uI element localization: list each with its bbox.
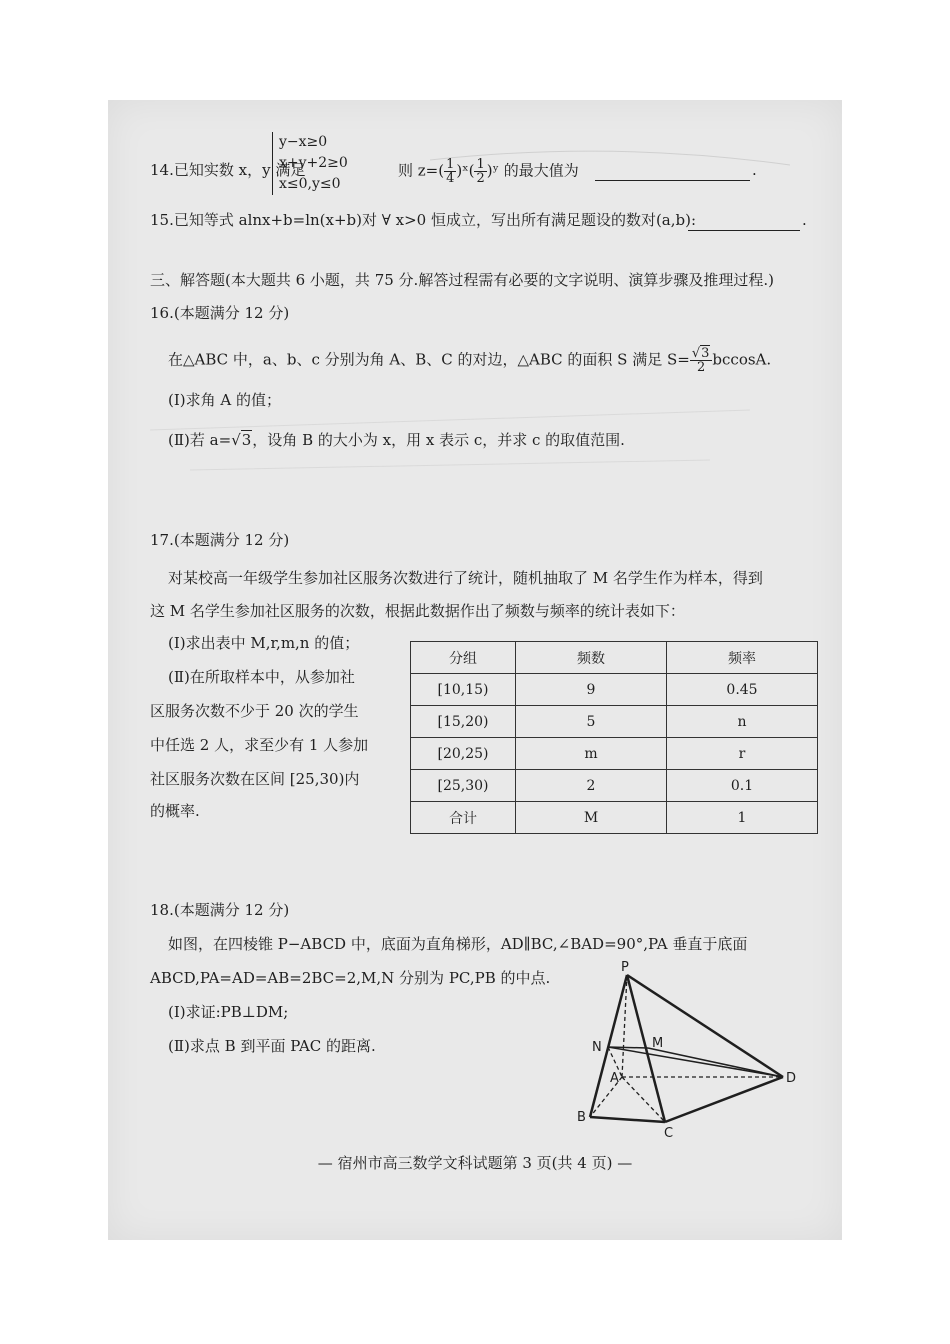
segment-ND: [608, 1047, 783, 1077]
q16-fraction: $\frac{√3}{2}$: [690, 347, 713, 374]
table-header-row: [411, 642, 818, 674]
q18-part-1: (Ⅰ)求证:PB⊥DM;: [168, 1003, 289, 1021]
table-header: 频数: [516, 642, 667, 674]
table-row: [411, 770, 818, 802]
q17-part-2-line: 中任选 2 人，求至少有 1 人参加: [150, 736, 369, 754]
table-cell: 9: [516, 674, 667, 706]
table-cell: 2: [516, 770, 667, 802]
q14-constraint: x≤0,y≤0: [279, 176, 341, 192]
table-cell: [20,25): [411, 738, 516, 770]
q18-part-2: (Ⅱ)求点 B 到平面 PAC 的距离.: [168, 1037, 376, 1055]
vertex-label-P: P: [621, 960, 629, 975]
table-cell: 1: [667, 802, 818, 834]
q16-heading: 16.(本题满分 12 分): [150, 304, 290, 322]
table-cell: M: [516, 802, 667, 834]
q18-line-1: 如图，在四棱锥 P−ABCD 中，底面为直角梯形，AD∥BC,∠BAD=90°,PA 垂直于底面: [168, 935, 748, 953]
q14-constraint: y−x≥0: [279, 134, 328, 150]
vertex-label-D: D: [786, 1071, 797, 1086]
table-cell: [25,30): [411, 770, 516, 802]
vertex-label-C: C: [664, 1126, 674, 1140]
table-header: 频率: [667, 642, 818, 674]
table-row: [411, 674, 818, 706]
q15-answer-blank[interactable]: [688, 216, 800, 231]
table-cell: 合计: [411, 802, 516, 834]
q14-fraction-2: $\frac{1}{2}$: [476, 157, 485, 186]
q18-line-2: ABCD,PA=AD=AB=2BC=2,M,N 分别为 PC,PB 的中点.: [150, 969, 551, 987]
table-cell: [10,15): [411, 674, 516, 706]
q14-fraction-1: $\frac{1}{4}$: [446, 157, 455, 186]
q16-part-1: (Ⅰ)求角 A 的值；: [168, 391, 281, 409]
q17-line-1: 对某校高一年级学生参加社区服务次数进行了统计，随机抽取了 M 名学生作为样本，得到: [168, 569, 763, 587]
q17-part-2-line: (Ⅱ)在所取样本中，从参加社: [168, 668, 355, 686]
vertex-label-N: N: [592, 1040, 602, 1055]
q14-suffix: )ʸ 的最大值为: [486, 161, 579, 180]
vertex-label-M: M: [652, 1036, 664, 1051]
q18-heading: 18.(本题满分 12 分): [150, 901, 290, 919]
table-cell: 5: [516, 706, 667, 738]
q15-text: 15.已知等式 alnx+b=ln(x+b)对 ∀ x>0 恒成立，写出所有满足题设的数对(a,b):: [150, 211, 697, 229]
q14-constraint-system: [272, 132, 348, 195]
q17-part-2-line: 的概率.: [150, 802, 200, 820]
q17-line-2: 这 M 名学生参加社区服务的次数，根据此数据作出了频数与频率的统计表如下：: [150, 602, 685, 620]
q15-period: .: [802, 211, 807, 229]
q17-part-1: (Ⅰ)求出表中 M,r,m,n 的值；: [168, 634, 360, 652]
q16-stem: 在△ABC 中，a、b、c 分别为角 A、B、C 的对边，△ABC 的面积 S 满足 S= $\frac{√3}{2}$ bccosA.: [168, 346, 772, 375]
table-cell: 0.45: [667, 674, 818, 706]
q14-period: .: [752, 161, 757, 179]
vertex-label-B: B: [577, 1110, 586, 1125]
table-cell: r: [667, 738, 818, 770]
table-cell: m: [516, 738, 667, 770]
q14-constraint: x+y+2≥0: [279, 155, 348, 171]
frequency-table: [410, 641, 818, 834]
vertex-label-A: A: [610, 1071, 619, 1086]
q17-part-2-line: 区服务次数不少于 20 次的学生: [150, 702, 359, 720]
q14-mid: )ˣ(: [456, 161, 475, 180]
pyramid-figure: [560, 955, 820, 1140]
table-row: [411, 706, 818, 738]
page-footer: — 宿州市高三数学文科试题第 3 页(共 4 页) —: [317, 1154, 633, 1172]
table-cell: [15,20): [411, 706, 516, 738]
q17-part-2-line: 社区服务次数在区间 [25,30)内: [150, 770, 360, 788]
q17-heading: 17.(本题满分 12 分): [150, 531, 290, 549]
table-header: 分组: [411, 642, 516, 674]
segment-NM: [608, 1047, 648, 1048]
q14-expression: [398, 158, 579, 185]
edge-CD: [665, 1077, 783, 1122]
q14-answer-blank[interactable]: [595, 166, 750, 181]
q14-prefix: 14.已知实数 x，y 满足: [150, 161, 306, 179]
table-cell: n: [667, 706, 818, 738]
q16-part-2: (Ⅱ)若 a=√3，设角 B 的大小为 x，用 x 表示 c，并求 c 的取值范围.: [168, 431, 625, 449]
section-3-heading: 三、解答题(本大题共 6 小题，共 75 分.解答过程需有必要的文字说明、演算步骤及推理过程.): [150, 271, 774, 289]
edge-BC: [590, 1117, 665, 1122]
q14-z: 则 z=(: [398, 161, 445, 180]
table-row: [411, 802, 818, 834]
table-row: [411, 738, 818, 770]
table-cell: 0.1: [667, 770, 818, 802]
